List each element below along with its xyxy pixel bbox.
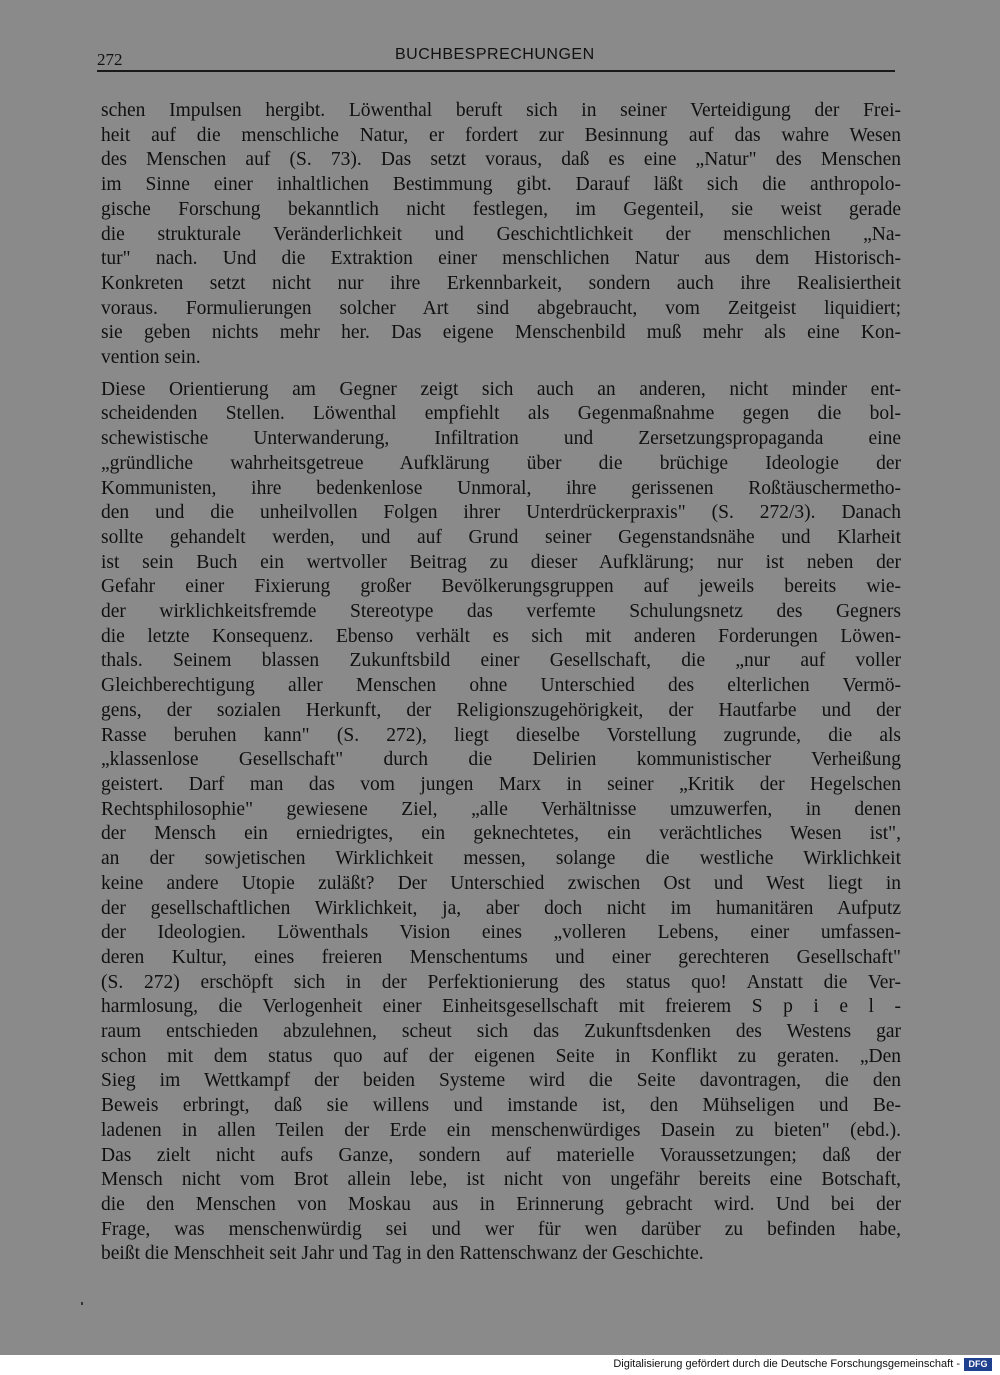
text-line: die letzte Konsequenz. Ebenso verhält es sich mit anderen Forderungen Löwen- <box>101 625 901 647</box>
text-line: schon mit dem status quo auf der eigenen Seite in Konflikt zu geraten. „Den <box>101 1045 901 1067</box>
text-line: Konkreten setzt nicht nur ihre Erkennbarkeit, sondern auch ihre Realisiertheit <box>101 272 901 294</box>
text-line: der Ideologien. Löwenthals Vision eines „volleren Lebens, einer umfassen- <box>101 922 901 944</box>
text-line: an der sowjetischen Wirklichkeit messen, solange die westliche Wirklichkeit <box>101 848 901 870</box>
text-line: voraus. Formulierungen solcher Art sind abgebraucht, vom Zeitgeist liquidiert; <box>101 297 901 319</box>
text-line: des Menschen auf (S. 73). Das setzt voraus, daß es eine „Natur" des Menschen <box>101 149 901 171</box>
text-line: raum entschieden abzulehnen, scheut sich das Zukunftsdenken des Westens gar <box>101 1021 901 1043</box>
text-line: Gefahr einer Fixierung großer Bevölkerungsgruppen auf jeweils bereits wie- <box>101 576 901 598</box>
text-line: sollte gehandelt werden, und auf Grund seiner Gegenstandsnähe und Klarheit <box>101 526 901 548</box>
text-line: beißt die Menschheit seit Jahr und Tag in den Rattenschwanz der Geschichte. <box>101 1243 704 1265</box>
text-line: ist sein Buch ein wertvoller Beitrag zu dieser Aufklärung; nur ist neben der <box>101 551 901 573</box>
text-line: vention sein. <box>101 347 201 369</box>
text-line: deren Kultur, eines freieren Menschentums und einer gerechteren Gesellschaft" <box>101 946 901 968</box>
text-line: schen Impulsen hergibt. Löwenthal beruft sich in seiner Verteidigung der Frei- <box>101 100 901 121</box>
text-line: Das zielt nicht aufs Ganze, sondern auf materielle Voraussetzungen; daß der <box>101 1144 901 1166</box>
text-line: thals. Seinem blassen Zukunftsbild einer Gesellschaft, die „nur auf voller <box>101 650 901 672</box>
text-line: tur" nach. Und die Extraktion einer menschlichen Natur aus dem Historisch- <box>101 248 901 270</box>
text-line: der wirklichkeitsfremde Stereotype das verfemte Schulungsnetz des Gegners <box>101 601 901 623</box>
text-line: scheidenden Stellen. Löwenthal empfiehlt als Gegenmaßnahme gegen die bol- <box>101 403 901 425</box>
text-line: die den Menschen von Moskau aus in Erinnerung gebracht wird. Und bei der <box>101 1193 901 1215</box>
text-line: geistert. Darf man das vom jungen Marx in seiner „Kritik der Hegelschen <box>101 773 901 795</box>
text-line: Kommunisten, ihre bedenkenlose Unmoral, ihre gerissenen Roßtäuschermetho- <box>101 477 901 499</box>
text-line: im Sinne einer inhaltlichen Bestimmung gibt. Darauf läßt sich die anthropolo- <box>101 174 901 196</box>
text-line: Mensch nicht vom Brot allein lebe, ist nicht von ungefähr bereits eine Botschaft, <box>101 1169 901 1191</box>
text-line: Rasse beruhen kann" (S. 272), liegt dieselbe Vorstellung zugrunde, die als <box>101 724 901 746</box>
text-line: die strukturale Veränderlichkeit und Geschichtlichkeit der menschlichen „Na- <box>101 223 901 245</box>
dfg-logo-icon: DFG <box>964 1358 992 1371</box>
page-number: 272 <box>97 50 123 69</box>
text-line: heit auf die menschliche Natur, er fordert zur Besinnung auf das wahre Wesen <box>101 124 901 146</box>
text-line: gens, der sozialen Herkunft, der Religionszugehörigkeit, der Hautfarbe und der <box>101 699 901 721</box>
text-line: (S. 272) erschöpft sich in der Perfektionierung des status quo! Anstatt die Ver- <box>101 971 901 993</box>
text-line: „gründliche wahrheitsgetreue Aufklärung über die brüchige Ideologie der <box>101 452 901 474</box>
text-line: „klassenlose Gesellschaft" durch die Delirien kommunistischer Verheißung <box>101 749 901 771</box>
funding-credit: Digitalisierung gefördert durch die Deutsche Forschungsgemeinschaft - <box>613 1358 960 1370</box>
text-line: Beweis erbringt, daß sie willens und imstande ist, den Mühseligen und Be- <box>101 1095 901 1117</box>
text-line: Gleichberechtigung aller Menschen ohne Unterschied des elterlichen Vermö- <box>101 675 901 697</box>
scan-speck <box>81 1302 83 1305</box>
text-line: keine andere Utopie zuläßt? Der Unterschied zwischen Ost und West liegt in <box>101 872 901 894</box>
text-line: schewistische Unterwanderung, Infiltration und Zersetzungspropaganda eine <box>101 428 901 450</box>
text-line: Rechtsphilosophie" gewiesene Ziel, „alle Verhältnisse umzuwerfen, in denen <box>101 798 901 820</box>
paragraph <box>101 378 901 1267</box>
page-header <box>97 44 895 72</box>
text-line: den und die unheilvollen Folgen ihrer Unterdrückerpraxis" (S. 272/3). Danach <box>101 502 901 524</box>
running-head: BUCHBESPRECHUNGEN <box>395 46 595 63</box>
text-line: sie geben nichts mehr her. Das eigene Menschenbild muß mehr als eine Kon- <box>101 322 901 344</box>
text-line: Sieg im Wettkampf der beiden Systeme wird die Seite davontragen, die den <box>101 1070 901 1092</box>
body-text <box>101 99 901 1267</box>
text-line: der gesellschaftlichen Wirklichkeit, ja, aber doch nicht im humanitären Aufputz <box>101 897 901 919</box>
text-line: Diese Orientierung am Gegner zeigt sich auch an anderen, nicht minder ent- <box>101 378 901 400</box>
text-line: Frage, was menschenwürdig sei und wer für wen darüber zu befinden habe, <box>101 1218 901 1240</box>
text-line: ladenen in allen Teilen der Erde ein menschenwürdiges Dasein zu bieten" (ebd.). <box>101 1119 901 1141</box>
text-line: der Mensch ein erniedrigtes, ein geknechtetes, ein verächtliches Wesen ist", <box>101 823 901 845</box>
digitization-footer <box>0 1355 1000 1375</box>
text-line: harmlosung, die Verlogenheit einer Einheitsgesellschaft mit freierem S p i e l - <box>101 996 901 1018</box>
paragraph <box>101 99 901 371</box>
text-line: gische Forschung bekanntlich nicht festlegen, im Gegenteil, sie weist gerade <box>101 198 901 220</box>
